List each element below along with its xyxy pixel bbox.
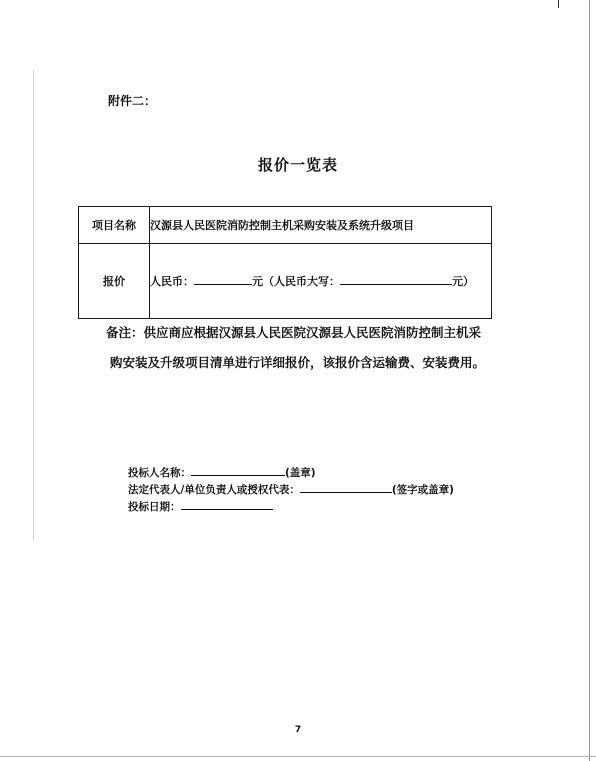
quote-table [78, 206, 492, 319]
note-paragraph [106, 318, 506, 378]
attachment-label: 附件二： [108, 94, 157, 108]
scan-edge-bottom [0, 756, 596, 757]
page-title: 报价一览表 [257, 156, 338, 174]
price-label: 报价 [79, 244, 150, 319]
bidder-name-blank[interactable] [191, 464, 285, 476]
bid-date-blank[interactable] [181, 498, 273, 510]
bidder-name-label: 投标人名称： [128, 467, 191, 479]
representative-suffix: (签字或盖章) [391, 484, 454, 496]
price-value [150, 244, 492, 319]
price-prefix: 人民币： [150, 275, 194, 288]
bidder-name-line [128, 464, 454, 481]
representative-blank[interactable] [300, 481, 392, 493]
scan-edge-left [33, 70, 34, 540]
price-uppercase-blank[interactable] [340, 273, 452, 285]
price-suffix: 元） [452, 275, 474, 288]
price-mid: 元（人民币大写： [252, 275, 340, 288]
bid-date-line [128, 498, 454, 515]
scan-edge-right [589, 0, 590, 761]
project-name-label: 项目名称 [79, 207, 150, 244]
note-line-2: 购安装及升级项目清单进行详细报价，该报价含运输费、安装费用。 [110, 355, 486, 370]
project-name-value: 汉源县人民医院消防控制主机采购安装及系统升级项目 [150, 207, 492, 244]
scan-mark-top [558, 0, 559, 8]
note-line-1: 备注：供应商应根据汉源县人民医院汉源县人民医院消防控制主机采 [106, 325, 482, 340]
table-row-price [79, 244, 492, 319]
table-row-project [79, 207, 492, 244]
bidder-name-suffix: (盖章) [285, 467, 316, 479]
representative-line [128, 481, 454, 498]
bid-date-label: 投标日期： [128, 501, 181, 513]
signature-block [128, 464, 454, 515]
representative-label: 法定代表人/单位负责人或授权代表： [128, 484, 300, 496]
price-amount-blank[interactable] [194, 273, 252, 285]
page-number: 7 [294, 725, 302, 735]
